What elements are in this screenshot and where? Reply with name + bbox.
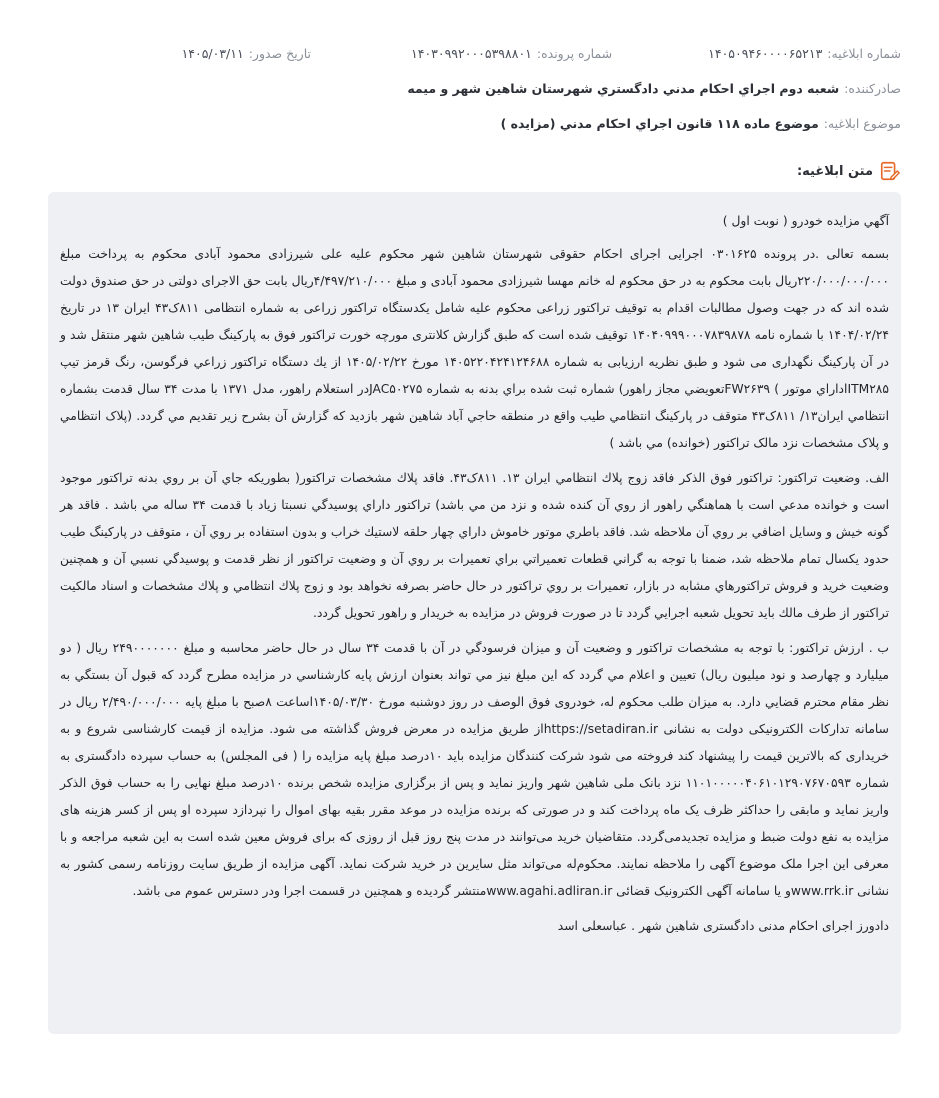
notice-title: آگهي مزايده خودرو ( نوبت اول ) bbox=[722, 214, 889, 228]
issuer: شعبه دوم اجراي احکام مدني دادگستري شهرستان شاهين شهر و ميمه bbox=[407, 81, 840, 96]
subject-row bbox=[38, 116, 901, 131]
notice-number: ۱۴۰۵۰۹۴۶۰۰۰۰۶۵۲۱۳ bbox=[708, 46, 823, 61]
subject: موضوع ماده ۱۱۸ قانون اجراي احکام مدني (مزايده ) bbox=[500, 116, 819, 131]
issue-date-group bbox=[182, 46, 311, 61]
issue-date: ۱۴۰۵/۰۳/۱۱ bbox=[181, 46, 244, 61]
notice-paragraph-condition: الف. وضعيت تراکتور: تراکتور فوق الذکر فاقد زوج پلاك انتظامي ايران ۱۳. ۸۱۱ک۴۳. فاقد پلاك مشخصات تراکتور( بطوريکه جاي آن بر روي بدنه تراکتور موجود است و خوانده مدعي است با هماهنگي راهور از روي آن کنده شده و نزد من مي باشد) تراکتور داراي پوسيدگي نسبتا زياد با قدمت ۳۴ ساله مي باشد . فاقد هر گونه خيش و وسايل اضافي بر روي آن ملاحظه شد. فاقد باطري موتور خاموش داراي چهار حلقه لاستيك خراب و بدون استفاده بر روي آن ، متوقف در پارکينگ طيب حدود يکسال تمام ملاحظه شد، ضمنا با توجه به گراني قطعات تعميراتي براي تعميرات بر روي آن و وضعيت تراکتور از نظر قدمت و پوسيدگي نسبي آن و همچنين وضعيت خريد و فروش تراکتورهاي مشابه در بازار، تعميرات بر روي تراکتور در حال حاضر بصرفه نخواهد بود و زوج پلاك انتظامي و پلاك مشخصات و اسناد مالکيت تراکتور از طرف مالك بايد تحويل شعبه اجرايي گردد تا در صورت فروش در مزايده به خريدار و راهور تحويل گردد. bbox=[60, 471, 889, 620]
case-number-group bbox=[411, 46, 612, 61]
notice-text-heading bbox=[797, 160, 901, 182]
header-meta-row bbox=[38, 46, 901, 61]
case-number: ۱۴۰۳۰۹۹۲۰۰۰۵۳۹۸۸۰۱ bbox=[411, 46, 532, 61]
notice-paragraph-value: ب . ارزش تراکتور: با توجه به مشخصات تراکتور و وضعيت آن و ميزان فرسودگي در آن با قدمت ۳۴ سال در حال حاضر محاسبه و مبلغ ۲۴۹۰۰۰۰۰۰۰ ريال ( دو ميليارد و چهارصد و نود ميليون ريال) تعيين و اعلام مي گردد که اين مبلغ نيز مي تواند بعنوان ارزش پايه کارشناسي در مزايده مطرح گردد که قبول آن بستگي به نظر مقام محترم قضايي دارد. به میزان طلب محکوم له، خودروی فوق الوصف در روز دوشنبه مورخ ۱۴۰۵/۰۳/۳۰اساعت ۸صبح با مبلغ پايه ۲/۴۹۰/۰۰۰/۰۰۰ ريال در سامانه تدارکات الکترونيکی دولت به نشانی https://setadiran.irاز طريق مزايده در معرض فروش گذاشته می شود. مزايده از قيمت کارشناسی شروع و به خريداری که بالاترين قيمت را پيشنهاد کند فروخته می شود شرکت کنندگان مزايده بايد ۱۰درصد مبلغ پايه مزايده را ( فی المجلس) به حساب سپرده دادگستری به شماره ۱۱۰۱۰۰۰۰۰۴۰۶۱۰۱۲۹۰۷۶۷۰۵۹۳ نزد بانک ملی شاهين شهر واريز نمايد و پس از برگزاری مزايده شخص برنده ۱۰درصد مبلغ نهايی را به حساب فوق الذکر واريز نمايد و مابقی را حداکثر ظرف يک ماه پرداخت کند و در صورتی که برنده مزايده در موعد مقرر بقيه بهای اموال را نپردازد سپرده او پس از کسر هزينه های مزايده به نفع دولت ضبط و مزايده تجديدمی‌گردد. متقاضيان خريد می‌توانند در مدت پنج روز قبل از روزی که برای فروش معين شده است به اين شعبه مراجعه و با معرفی اين اجرا ملک موضوع آگهی را ملاحظه نمايند. محکوم‌له می‌تواند مثل سايرين در خريد شرکت نمايد. آگهی مزايده از طريق سايت روزنامه رسمی کشور به نشانی www.rrk.irو يا سامانه آگهی الکترونيک قضائی www.agahi.adliran.irمنتشر گرديده و همچنين در قسمت اجرا ودر دسترس عموم می باشد. bbox=[60, 641, 890, 898]
notice-signature: دادورز اجرای احکام مدنی دادگستری شاهین شهر . عباسعلی اسد bbox=[557, 919, 889, 933]
case-number-label: شماره پرونده: bbox=[536, 46, 613, 61]
notice-content-box bbox=[48, 192, 901, 1034]
document-edit-icon bbox=[879, 160, 901, 182]
notice-number-label: شماره ابلاغيه: bbox=[827, 46, 901, 61]
notice-number-group bbox=[708, 46, 901, 61]
notice-text-heading-label: متن ابلاغيه: bbox=[796, 163, 873, 179]
issuer-label: صادرکننده: bbox=[844, 81, 901, 96]
notice-paragraph-intro: بسمه تعالی .در پرونده ۰۳۰۱۶۲۵ اجرایی اجرای احکام حقوقی شهرستان شاهین شهر محکوم علیه علی شیرزادی محمود آبادی محکوم به پرداخت مبلغ ۲۲۰/۰۰۰/۰۰۰/۰۰۰ریال بابت محکوم به در حق محکوم له خانم مهسا شیرزادی محمود آبادی و مبلغ ۴/۴۹۷/۲۱۰/۰۰۰ریال بابت حق الاجرای دولتی در حق صندوق دولت شده اند که در جهت وصول مطالبات اقدام به توقیف تراکتور زراعی محکوم علیه شامل یکدستگاه تراکتور زراعی به شماره انتظامی ۸۱۱ک۴۳ ایران ۱۳ در تاریخ ۱۴۰۴/۰۲/۲۴ با شماره نامه ۱۴۰۴۰۹۹۹۰۰۰۷۸۳۹۸۷۸ توقیف شده است که طبق گزارش کلانتری مورچه خورت تراکتور فوق به پارکینگ طیب شاهین شهر منتقل شد و در آن پارکینگ نگهداری می شود و طبق نظریه ارزیابی به شماره ۱۴۰۵۲۲۰۴۲۴۱۲۴۶۸۸ مورخ ۱۴۰۵/۰۲/۲۲ از يك دستگاه تراکتور زراعي فرگوسن، رنگ قرمز تيپ ITM۲۸۵اداراي موتور ) FW۲۶۳۹تعويضي مجاز راهور) شماره ثبت شده براي بدنه به شماره JAC۵۰۲۷۵در استعلام راهور، مدل ۱۳۷۱ با مدت ۳۴ سال قدمت بشماره انتظامي ايران۱۳/ ۸۱۱ک۴۳ متوقف در پارکينگ انتظامي طيب واقع در منطقه حاجي آباد شاهين شهر بازديد که گزارش آن بشرح زير تقديم مي گردد. (پلاک انتظامي و پلاک مشخصات نزد مالک تراکتور (خوانده) مي باشد ) bbox=[60, 247, 890, 450]
issue-date-label: تاريخ صدور: bbox=[248, 46, 312, 61]
issuer-row bbox=[38, 81, 901, 96]
subject-label: موضوع ابلاغيه: bbox=[823, 116, 901, 131]
